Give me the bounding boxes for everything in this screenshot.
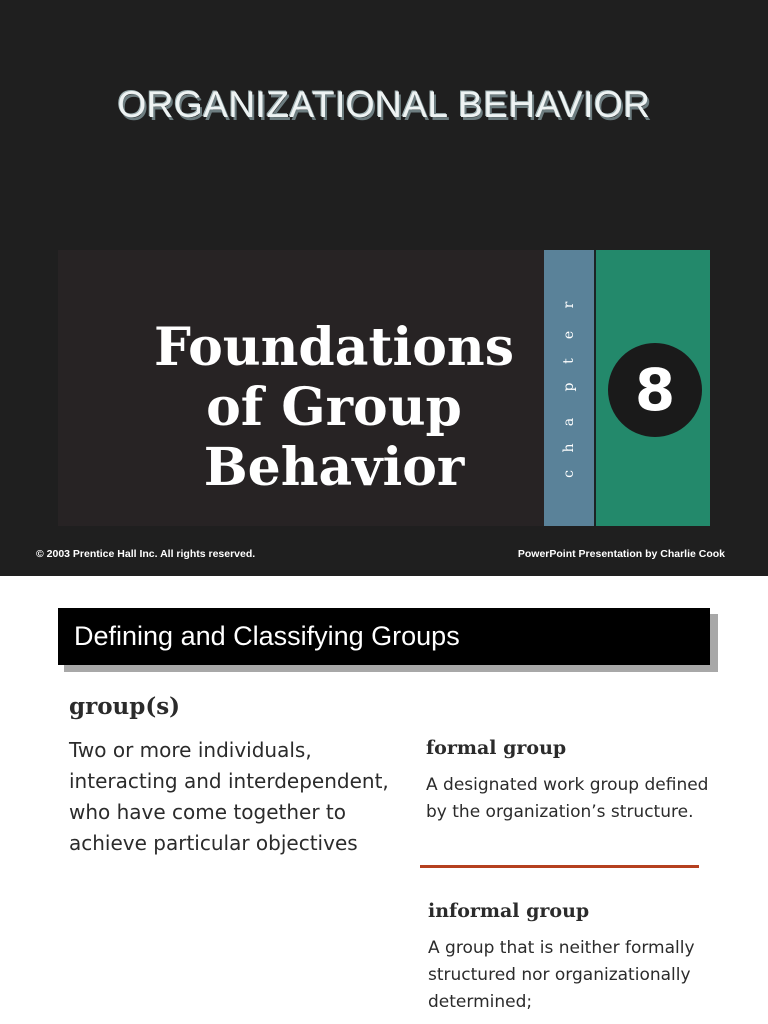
chapter-label-strip (544, 250, 594, 526)
presentation-credit: PowerPoint Presentation by Charlie Cook (517, 548, 725, 560)
chapter-letter: h (561, 443, 577, 453)
chapter-title-panel (58, 250, 544, 526)
term-formal-group: formal group (426, 737, 567, 759)
chapter-title-line: Foundations (154, 317, 514, 378)
chapter-title (154, 318, 514, 498)
copyright-notice: © 2003 Prentice Hall Inc. All rights reserved. (36, 548, 256, 560)
chapter-letter: c (561, 470, 577, 478)
chapter-number: 8 (608, 343, 702, 437)
slide-header (58, 608, 710, 665)
section-divider (420, 865, 699, 868)
definition-informal-group: A group that is neither formally structured nor organizationally determined; (428, 938, 695, 1012)
definition-formal-group: A designated work group defined by the organization’s structure. (426, 775, 709, 822)
chapter-letter: t (561, 358, 577, 364)
chapter-letter: p (561, 382, 577, 392)
chapter-number-block (596, 250, 710, 526)
slide-title: Defining and Classifying Groups (74, 621, 460, 651)
chapter-letter: r (561, 301, 577, 309)
chapter-letter: e (561, 330, 577, 340)
definition-group: Two or more individuals, interacting and interdependent, who have come together to achieve particular objectives (69, 738, 389, 855)
term-group: group(s) (69, 693, 181, 720)
chapter-title-line: Behavior (203, 437, 465, 498)
course-title: ORGANIZATIONAL BEHAVIOR (117, 84, 651, 125)
chapter-word (544, 250, 594, 526)
chapter-letter: a (561, 417, 577, 427)
chapter-title-line: of Group (206, 377, 462, 438)
term-informal-group: informal group (428, 900, 590, 922)
